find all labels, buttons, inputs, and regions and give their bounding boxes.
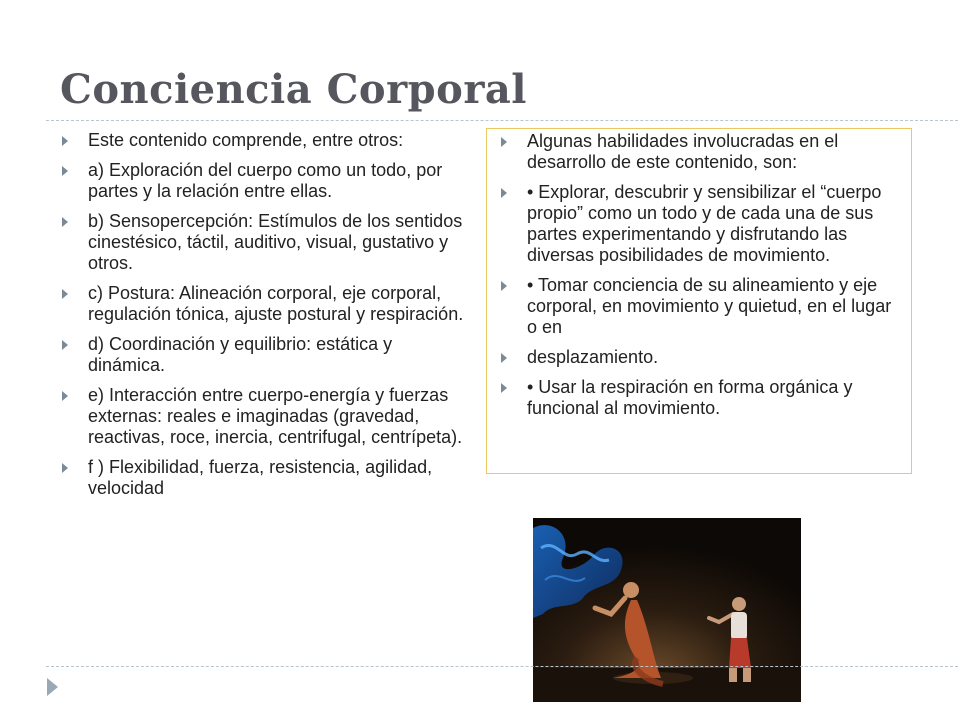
- triangle-bullet-icon: [501, 188, 507, 198]
- right-bullet-list: [497, 131, 901, 419]
- list-item: [58, 130, 472, 151]
- list-item-text: d) Coordinación y equilibrio: estática y dinámica.: [88, 334, 393, 375]
- left-bullet-list: [58, 130, 472, 499]
- list-item: [497, 275, 901, 338]
- footer-divider: [46, 666, 960, 667]
- list-item: [58, 457, 472, 499]
- triangle-bullet-icon: [501, 383, 507, 393]
- triangle-bullet-icon: [62, 217, 68, 227]
- dancers-photo: [533, 518, 801, 702]
- triangle-bullet-icon: [501, 137, 507, 147]
- triangle-bullet-icon: [62, 136, 68, 146]
- list-item-text: e) Interacción entre cuerpo-energía y fuerzas externas: reales e imaginadas (gravedad, reactivas, roce, inercia, centrifugal, centrípeta).: [88, 385, 463, 447]
- list-item-text: b) Sensopercepción: Estímulos de los sentidos cinestésico, táctil, auditivo, visual, gustativo y otros.: [88, 211, 463, 273]
- list-item: [497, 182, 901, 266]
- list-item-text: • Usar la respiración en forma orgánica y funcional al movimiento.: [527, 377, 853, 418]
- list-item-text: desplazamiento.: [527, 347, 659, 367]
- list-item: [58, 283, 472, 325]
- triangle-bullet-icon: [62, 463, 68, 473]
- list-item: [497, 347, 901, 368]
- triangle-marker-icon: [47, 678, 58, 696]
- list-item: [58, 334, 472, 376]
- triangle-bullet-icon: [62, 166, 68, 176]
- list-item: [58, 160, 472, 202]
- triangle-bullet-icon: [62, 340, 68, 350]
- list-item-text: Algunas habilidades involucradas en el desarrollo de este contenido, son:: [527, 131, 839, 172]
- list-item: [58, 211, 472, 274]
- triangle-bullet-icon: [62, 289, 68, 299]
- list-item-text: f ) Flexibilidad, fuerza, resistencia, agilidad, velocidad: [88, 457, 433, 498]
- triangle-bullet-icon: [62, 391, 68, 401]
- slide-title: Conciencia Corporal: [60, 66, 527, 113]
- skills-text-box: [486, 128, 912, 474]
- list-item-text: a) Exploración del cuerpo como un todo, por partes y la relación entre ellas.: [88, 160, 443, 201]
- title-divider: [46, 120, 960, 121]
- triangle-bullet-icon: [501, 281, 507, 291]
- list-item-text: Este contenido comprende, entre otros:: [88, 130, 404, 150]
- list-item: [497, 131, 901, 173]
- list-item: [58, 385, 472, 448]
- list-item-text: • Explorar, descubrir y sensibilizar el “cuerpo propio” como un todo y de cada una de sus partes experimentando y disfrutando las diversas posibilidades de movimiento.: [527, 182, 882, 265]
- list-item-text: • Tomar conciencia de su alineamiento y eje corporal, en movimiento y quietud, en el lugar o en: [527, 275, 892, 337]
- dancers-photo-illustration: [533, 518, 801, 702]
- list-item-text: c) Postura: Alineación corporal, eje corporal, regulación tónica, ajuste postural y respiración.: [88, 283, 464, 324]
- list-item: [497, 377, 901, 419]
- left-column: [58, 130, 472, 508]
- triangle-bullet-icon: [501, 353, 507, 363]
